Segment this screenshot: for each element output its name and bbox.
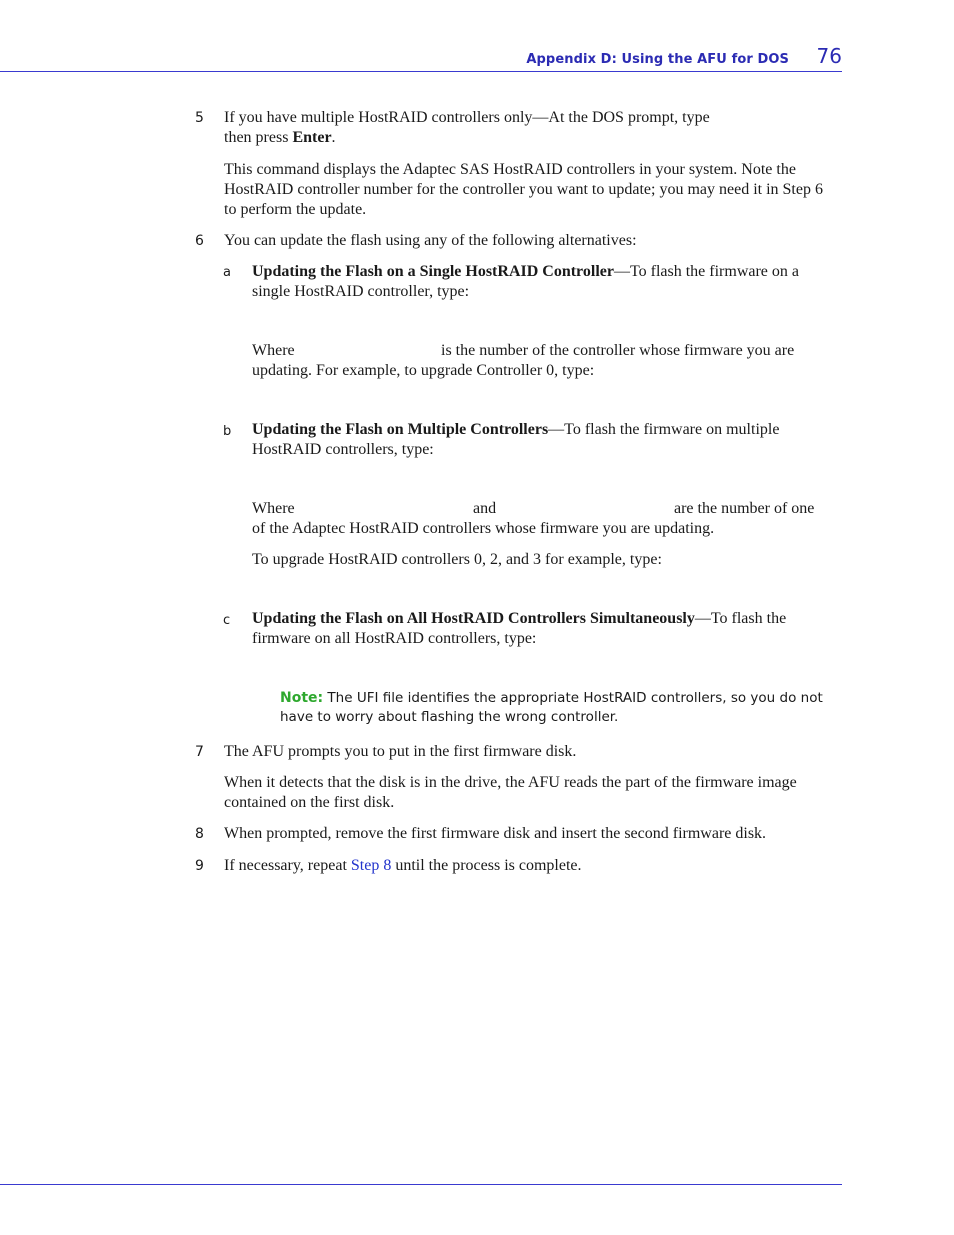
step8-text: When prompted, remove the first firmware disk and insert the second firmware disk. xyxy=(224,825,767,842)
step5-line2: then press Enter. xyxy=(224,129,336,146)
step-number-8: 8 xyxy=(195,826,204,842)
note-text: The UFI file identifies the appropriate HostRAID controllers, so you do not have to worry about flashing the wrong controller. xyxy=(280,690,823,725)
substep-b-where-line2: of the Adaptec HostRAID controllers whose firmware you are updating. xyxy=(252,520,715,537)
substep-a-where-line2: updating. For example, to upgrade Controller 0, type: xyxy=(252,362,595,379)
step7-text: The AFU prompts you to put in the first firmware disk. xyxy=(224,743,577,760)
page-number: 76 xyxy=(816,44,842,68)
step-number-6: 6 xyxy=(195,233,204,249)
substep-letter-c: c xyxy=(223,613,231,628)
step5-line1: If you have multiple HostRAID controllers only—At the DOS prompt, type xyxy=(224,109,710,126)
substep-b-where-rest: are the number of one xyxy=(674,500,815,517)
step7-paragraph: When it detects that the disk is in the drive, the AFU reads the part of the firmware image contained on the first disk. xyxy=(224,774,797,811)
substep-b-where-word: Where xyxy=(252,500,295,517)
substep-b-text: Updating the Flash on Multiple Controllers—To flash the firmware on multiple HostRAID controllers, type: xyxy=(252,421,780,458)
footer-rule xyxy=(0,1184,842,1185)
running-header-title: Appendix D: Using the AFU for DOS xyxy=(526,52,789,67)
enter-key-label: Enter xyxy=(292,129,332,146)
substep-a-text: Updating the Flash on a Single HostRAID Controller—To flash the firmware on a single HostRAID controller, type: xyxy=(252,263,800,300)
substep-c-text: Updating the Flash on All HostRAID Controllers Simultaneously—To flash the firmware on all HostRAID controllers, type: xyxy=(252,610,787,647)
step8-link[interactable]: Step 8 xyxy=(350,857,392,874)
substep-b-and-word: and xyxy=(473,500,497,517)
note-label: Note: xyxy=(280,690,324,706)
step5-paragraph: This command displays the Adaptec SAS HostRAID controllers in your system. Note the HostRAID controller number for the controller you want to update; you may need it in Step 6 to perform the update. xyxy=(224,161,823,218)
note-callout xyxy=(280,689,836,727)
step-number-9: 9 xyxy=(195,858,204,874)
substep-a-where-word: Where xyxy=(252,342,295,359)
substep-b-example: To upgrade HostRAID controllers 0, 2, and 3 for example, type: xyxy=(252,551,662,568)
step9-text: If necessary, repeat Step 8 until the process is complete. xyxy=(224,857,582,874)
step-number-7: 7 xyxy=(195,744,204,760)
substep-letter-a: a xyxy=(223,265,231,280)
step6-text: You can update the flash using any of the following alternatives: xyxy=(224,232,637,249)
header-rule xyxy=(0,71,842,72)
step-number-5: 5 xyxy=(195,110,204,126)
substep-a-where-rest: is the number of the controller whose firmware you are xyxy=(441,342,795,359)
substep-letter-b: b xyxy=(223,424,232,439)
